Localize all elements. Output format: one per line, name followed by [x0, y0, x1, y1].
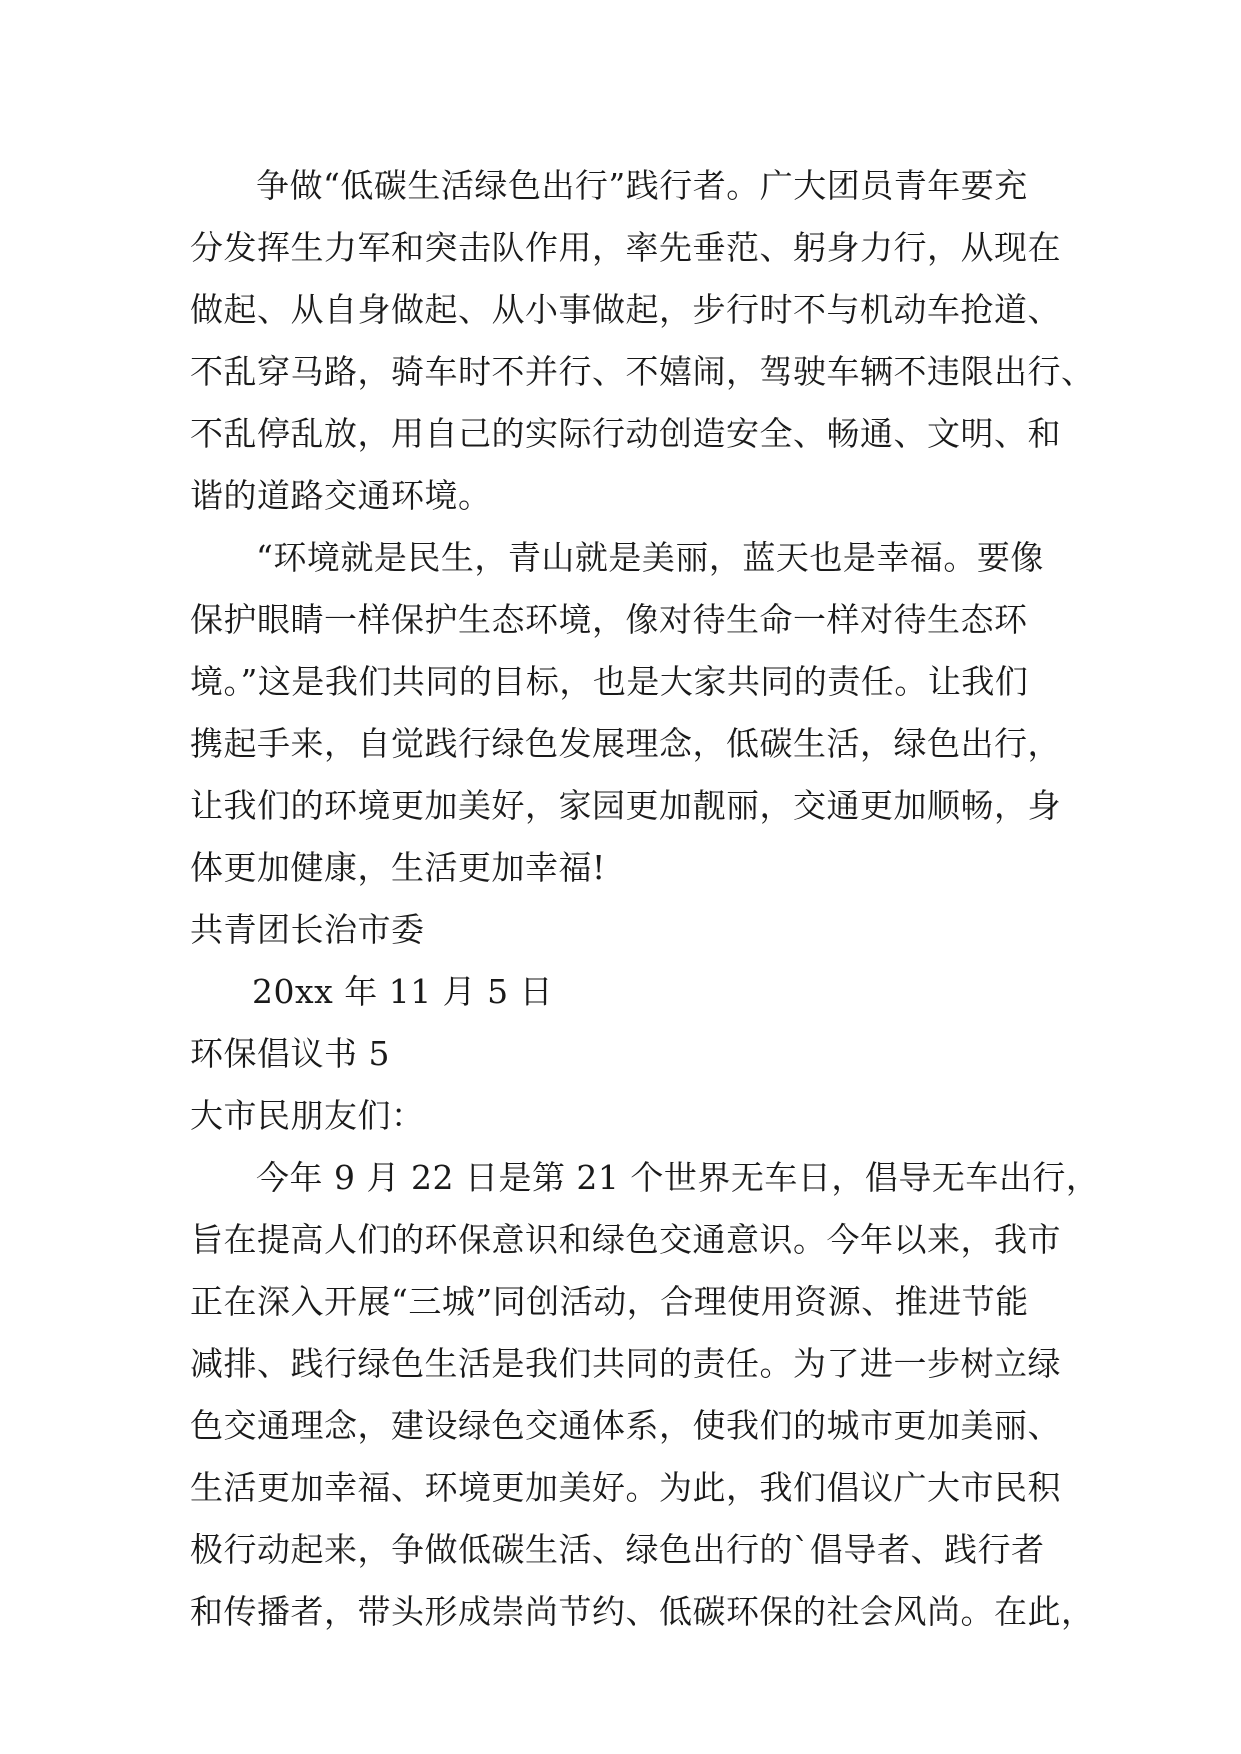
text-line: 谐的道路交通环境。 [190, 476, 492, 515]
text-line: 体更加健康，生活更加幸福! [190, 848, 606, 887]
paragraph-environment-quote [190, 527, 1070, 899]
text-line: 做起、从自身做起、从小事做起，步行时不与机动车抢道、 [190, 290, 1061, 329]
text-line: 减排、践行绿色生活是我们共同的责任。为了进一步树立绿 [190, 1344, 1061, 1383]
text-line: 携起手来，自觉践行绿色发展理念，低碳生活，绿色出行， [190, 724, 1061, 763]
text-line: 生活更加幸福、环境更加美好。为此，我们倡议广大市民积 [190, 1468, 1061, 1507]
text-line: 分发挥生力军和突击队作用，率先垂范、躬身力行，从现在 [190, 228, 1061, 267]
text-line: 今年 9 月 22 日是第 21 个世界无车日，倡导无车出行， [256, 1158, 1100, 1197]
text-line: 旨在提高人们的环保意识和绿色交通意识。今年以来，我市 [190, 1220, 1061, 1259]
text-line: 不乱穿马路，骑车时不并行、不嬉闹，驾驶车辆不违限出行、 [190, 352, 1095, 391]
text-line: 正在深入开展“三城”同创活动，合理使用资源、推进节能 [190, 1282, 1029, 1321]
text-line: 境。”这是我们共同的目标，也是大家共同的责任。让我们 [190, 662, 1029, 701]
text-line: 让我们的环境更加美好，家园更加靓丽，交通更加顺畅，身 [190, 786, 1061, 825]
paragraph-car-free-day [190, 1147, 1100, 1643]
text-line: “环境就是民生，青山就是美丽，蓝天也是幸福。要像 [256, 538, 1044, 577]
text-line: 争做“低碳生活绿色出行”践行者。广大团员青年要充 [256, 166, 1028, 205]
section-title: 环保倡议书 5 [190, 1034, 390, 1073]
text-line: 和传播者，带头形成崇尚节约、低碳环保的社会风尚。在此， [190, 1592, 1095, 1631]
text-line: 色交通理念，建设绿色交通体系，使我们的城市更加美丽、 [190, 1406, 1061, 1445]
salutation: 大市民朋友们： [190, 1096, 425, 1135]
text-line: 保护眼睛一样保护生态环境，像对待生命一样对待生态环 [190, 600, 1028, 639]
text-line: 不乱停乱放，用自己的实际行动创造安全、畅通、文明、和 [190, 414, 1061, 453]
document-body [190, 155, 1100, 1643]
signature: 共青团长治市委 [190, 910, 425, 949]
paragraph-green-travel [190, 155, 1095, 527]
date: 20xx 年 11 月 5 日 [252, 972, 554, 1011]
text-line: 极行动起来，争做低碳生活、绿色出行的`倡导者、践行者 [190, 1530, 1045, 1569]
